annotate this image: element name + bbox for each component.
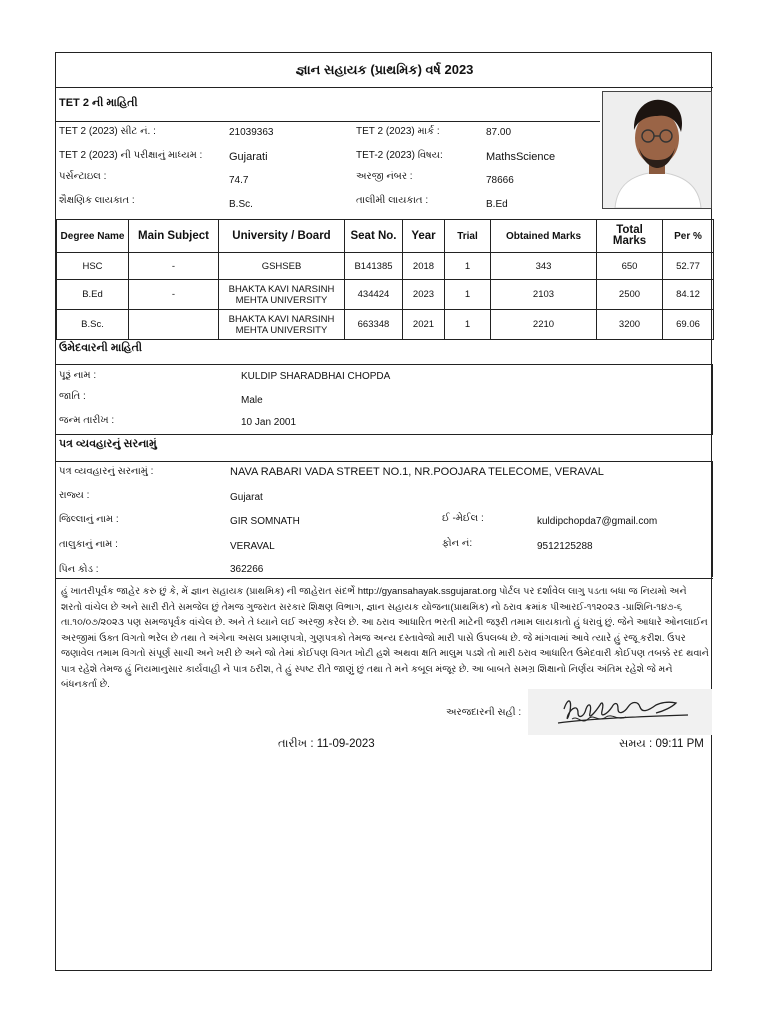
pin-value: 362266 — [230, 564, 264, 575]
cell-year: 2018 — [403, 253, 445, 280]
cell-total: 650 — [597, 253, 663, 280]
tet-medium-value: Gujarati — [229, 151, 268, 163]
cell-university: BHAKTA KAVI NARSINH MEHTA UNIVERSITY — [219, 280, 345, 310]
cell-year: 2023 — [403, 280, 445, 310]
divider — [56, 87, 713, 88]
education-header-row — [57, 220, 714, 253]
cell-trial: 1 — [445, 280, 491, 310]
dob-value: 10 Jan 2001 — [241, 417, 297, 428]
tet-application-label: અરજી નંબર : — [356, 171, 413, 182]
cell-trial: 1 — [445, 253, 491, 280]
time-value: 09:11 PM — [655, 738, 704, 750]
time-block — [619, 738, 704, 751]
address-section-heading: પત્ર વ્યવહારનું સરનામું — [59, 438, 157, 450]
divider — [56, 434, 713, 435]
cell-obtained: 343 — [491, 253, 597, 280]
header-seat-no: Seat No. — [345, 220, 403, 253]
cell-obtained: 2210 — [491, 310, 597, 340]
cell-subject: - — [129, 253, 219, 280]
tet-edu-qual-label: શૈક્ષણિક લાયકાત : — [59, 195, 135, 206]
cell-trial: 1 — [445, 310, 491, 340]
signature-label: અરજદારની સહી : — [446, 707, 522, 718]
signature-box — [528, 689, 712, 735]
header-obtained-marks: Obtained Marks — [491, 220, 597, 253]
taluka-label: તાલુકાનું નામ : — [59, 539, 118, 550]
signature-image — [528, 689, 712, 735]
form-title: જ્ઞાન સહાયક (પ્રાથમિક) વર્ષ 2023 — [295, 62, 474, 77]
cell-percent: 69.06 — [663, 310, 714, 340]
tet-marks-value: 87.00 — [486, 127, 512, 138]
tet-section-heading: TET 2 ની માહિતી — [59, 97, 138, 109]
cell-seat: 434424 — [345, 280, 403, 310]
tet-subject-label: TET-2 (2023) વિષય: — [356, 150, 443, 161]
date-label: તારીખ : — [278, 738, 314, 750]
table-row — [57, 310, 714, 340]
cell-total: 3200 — [597, 310, 663, 340]
cell-seat: B141385 — [345, 253, 403, 280]
cell-seat: 663348 — [345, 310, 403, 340]
email-value: kuldipchopda7@gmail.com — [537, 516, 658, 527]
candidate-photo — [602, 91, 712, 209]
tet-seat-value: 21039363 — [229, 127, 274, 138]
tet-medium-label: TET 2 (2023) ની પરીક્ષાનું માધ્યમ : — [59, 150, 203, 161]
date-value: 11-09-2023 — [316, 738, 375, 750]
table-row — [57, 280, 714, 310]
divider — [56, 461, 713, 462]
header-total-marks: Total Marks — [597, 220, 663, 253]
district-label: જિલ્લાનું નામ : — [59, 514, 119, 525]
header-degree-name: Degree Name — [57, 220, 129, 253]
taluka-value: VERAVAL — [230, 541, 275, 552]
phone-label: ફોન નં: — [442, 538, 473, 549]
tet-seat-label: TET 2 (2023) સીટ નં. : — [59, 126, 156, 137]
state-value: Gujarat — [230, 492, 263, 503]
tet-percentile-value: 74.7 — [229, 175, 249, 186]
time-label: સમય : — [619, 738, 653, 750]
date-block — [278, 738, 375, 751]
declaration-text: હું ખાતરીપૂર્વક જાહેર કરુ છું કે, મેં જ્ઞાન સહાયક (પ્રાથમિક) ની જાહેરાત સંદર્ભે http://gyansahayak.ssgujarat.org પોર્ટલ પર દર્શાવેલ લાગુ પડતા બધા જ નિયમો અને શરતો વાંચેલ છે અને સારી રીતે સમજેલ છું તેમજ ગુજરાત સરકાર શિક્ષણ વિભાગ, જ્ઞાન સહાયક યોજના(પ્રાથમિક) નો ઠરાવ ક્રમાંક પીઆરઈ-૧૧૨૦૨૩ -પ્રાશિનિ-૧૪૭-૬ તા.૧૦/૦૭/૨૦૨૩ પણ સમજપૂર્વક વાંચેલ છે. અને તે ધ્યાને લઈ અરજી કરેલ છે. આ ઠરાવ આધારિત ભરતી માટેની જરૂરી તમામ લાયકાતો હું ધરાવું છું. જેને આધારે ઓનલાઈન અરજીમાં ઉક્ત વિગતો ભરેલ છે તથા તે અંગેના અસલ પ્રમાણપત્રો, ગુણપત્રકો તેમજ અન્ય દસ્તાવેજો મારી પાસે ઉપલબ્ધ છે. જે માંગવામાં આવે ત્યારે હું રજૂ કરીશ. ઉપર જણાવેલ તમામ વિગતો સંપૂર્ણ સાચી અને ખરી છે અને જો તેમાં કોઈપણ વિગત ખોટી હશે અથવા ક્ષતિ માલુમ પડશે તો મારી ઠરાવ આધારિત ઉમેદવારી કોઈપણ તબક્કે રદ થવાને પાત્ર રહેશે તેમજ હું નિયમાનુસાર કાર્યવાહી ને પાત્ર ઠરીશ, તે હું સ્પષ્ટ રીતે જાણું છું તથા તે મને કબૂલ મંજૂર છે. આ બાબતે સમગ્ર શિક્ષાનો નિર્ણય અંતિમ રહેશે જે મને બંધનકર્તા છે. — [61, 586, 709, 690]
divider — [56, 364, 713, 365]
tet-training-value: B.Ed — [486, 199, 508, 210]
address-label: પત્ર વ્યવહારનું સરનામું : — [59, 466, 154, 477]
address-value: NAVA RABARI VADA STREET NO.1, NR.POOJARA TELECOME, VERAVAL — [230, 466, 604, 478]
tet-edu-qual-value: B.Sc. — [229, 199, 253, 210]
cell-percent: 52.77 — [663, 253, 714, 280]
cell-university: BHAKTA KAVI NARSINH MEHTA UNIVERSITY — [219, 310, 345, 340]
cell-degree: B.Ed — [57, 280, 129, 310]
cell-degree: B.Sc. — [57, 310, 129, 340]
cell-total: 2500 — [597, 280, 663, 310]
cell-degree: HSC — [57, 253, 129, 280]
divider — [56, 121, 600, 122]
district-value: GIR SOMNATH — [230, 516, 300, 527]
cell-subject: - — [129, 280, 219, 310]
divider — [712, 461, 713, 577]
email-label: ઈ -મેઈલ : — [442, 513, 484, 524]
phone-value: 9512125288 — [537, 541, 593, 552]
header-year: Year — [403, 220, 445, 253]
header-main-subject: Main Subject — [129, 220, 219, 253]
name-label: પૂરૂં નામ : — [59, 370, 97, 381]
divider — [712, 364, 713, 434]
education-table — [56, 219, 714, 340]
dob-label: જન્મ તારીખ : — [59, 415, 115, 426]
application-form — [55, 52, 712, 971]
cell-obtained: 2103 — [491, 280, 597, 310]
tet-marks-label: TET 2 (2023) માર્ક : — [356, 126, 440, 137]
state-label: રાજ્ય : — [59, 490, 90, 501]
header-university: University / Board — [219, 220, 345, 253]
header-trial: Trial — [445, 220, 491, 253]
tet-percentile-label: પર્સન્ટાઇલ : — [59, 171, 107, 182]
table-row — [57, 253, 714, 280]
gender-value: Male — [241, 395, 263, 406]
header-percent: Per % — [663, 220, 714, 253]
pin-label: પિન કોડ : — [59, 564, 99, 575]
cell-year: 2021 — [403, 310, 445, 340]
name-value: KULDIP SHARADBHAI CHOPDA — [241, 371, 391, 382]
tet-subject-value: MathsScience — [486, 151, 556, 163]
candidate-section-heading: ઉમેદવારની માહિતી — [59, 342, 143, 354]
gender-label: જાતિ : — [59, 391, 86, 402]
cell-university: GSHSEB — [219, 253, 345, 280]
divider — [56, 578, 713, 579]
cell-subject — [129, 310, 219, 340]
person-photo-icon — [603, 92, 711, 208]
cell-percent: 84.12 — [663, 280, 714, 310]
tet-application-value: 78666 — [486, 175, 514, 186]
tet-training-label: તાલીમી લાયકાત : — [356, 195, 429, 206]
